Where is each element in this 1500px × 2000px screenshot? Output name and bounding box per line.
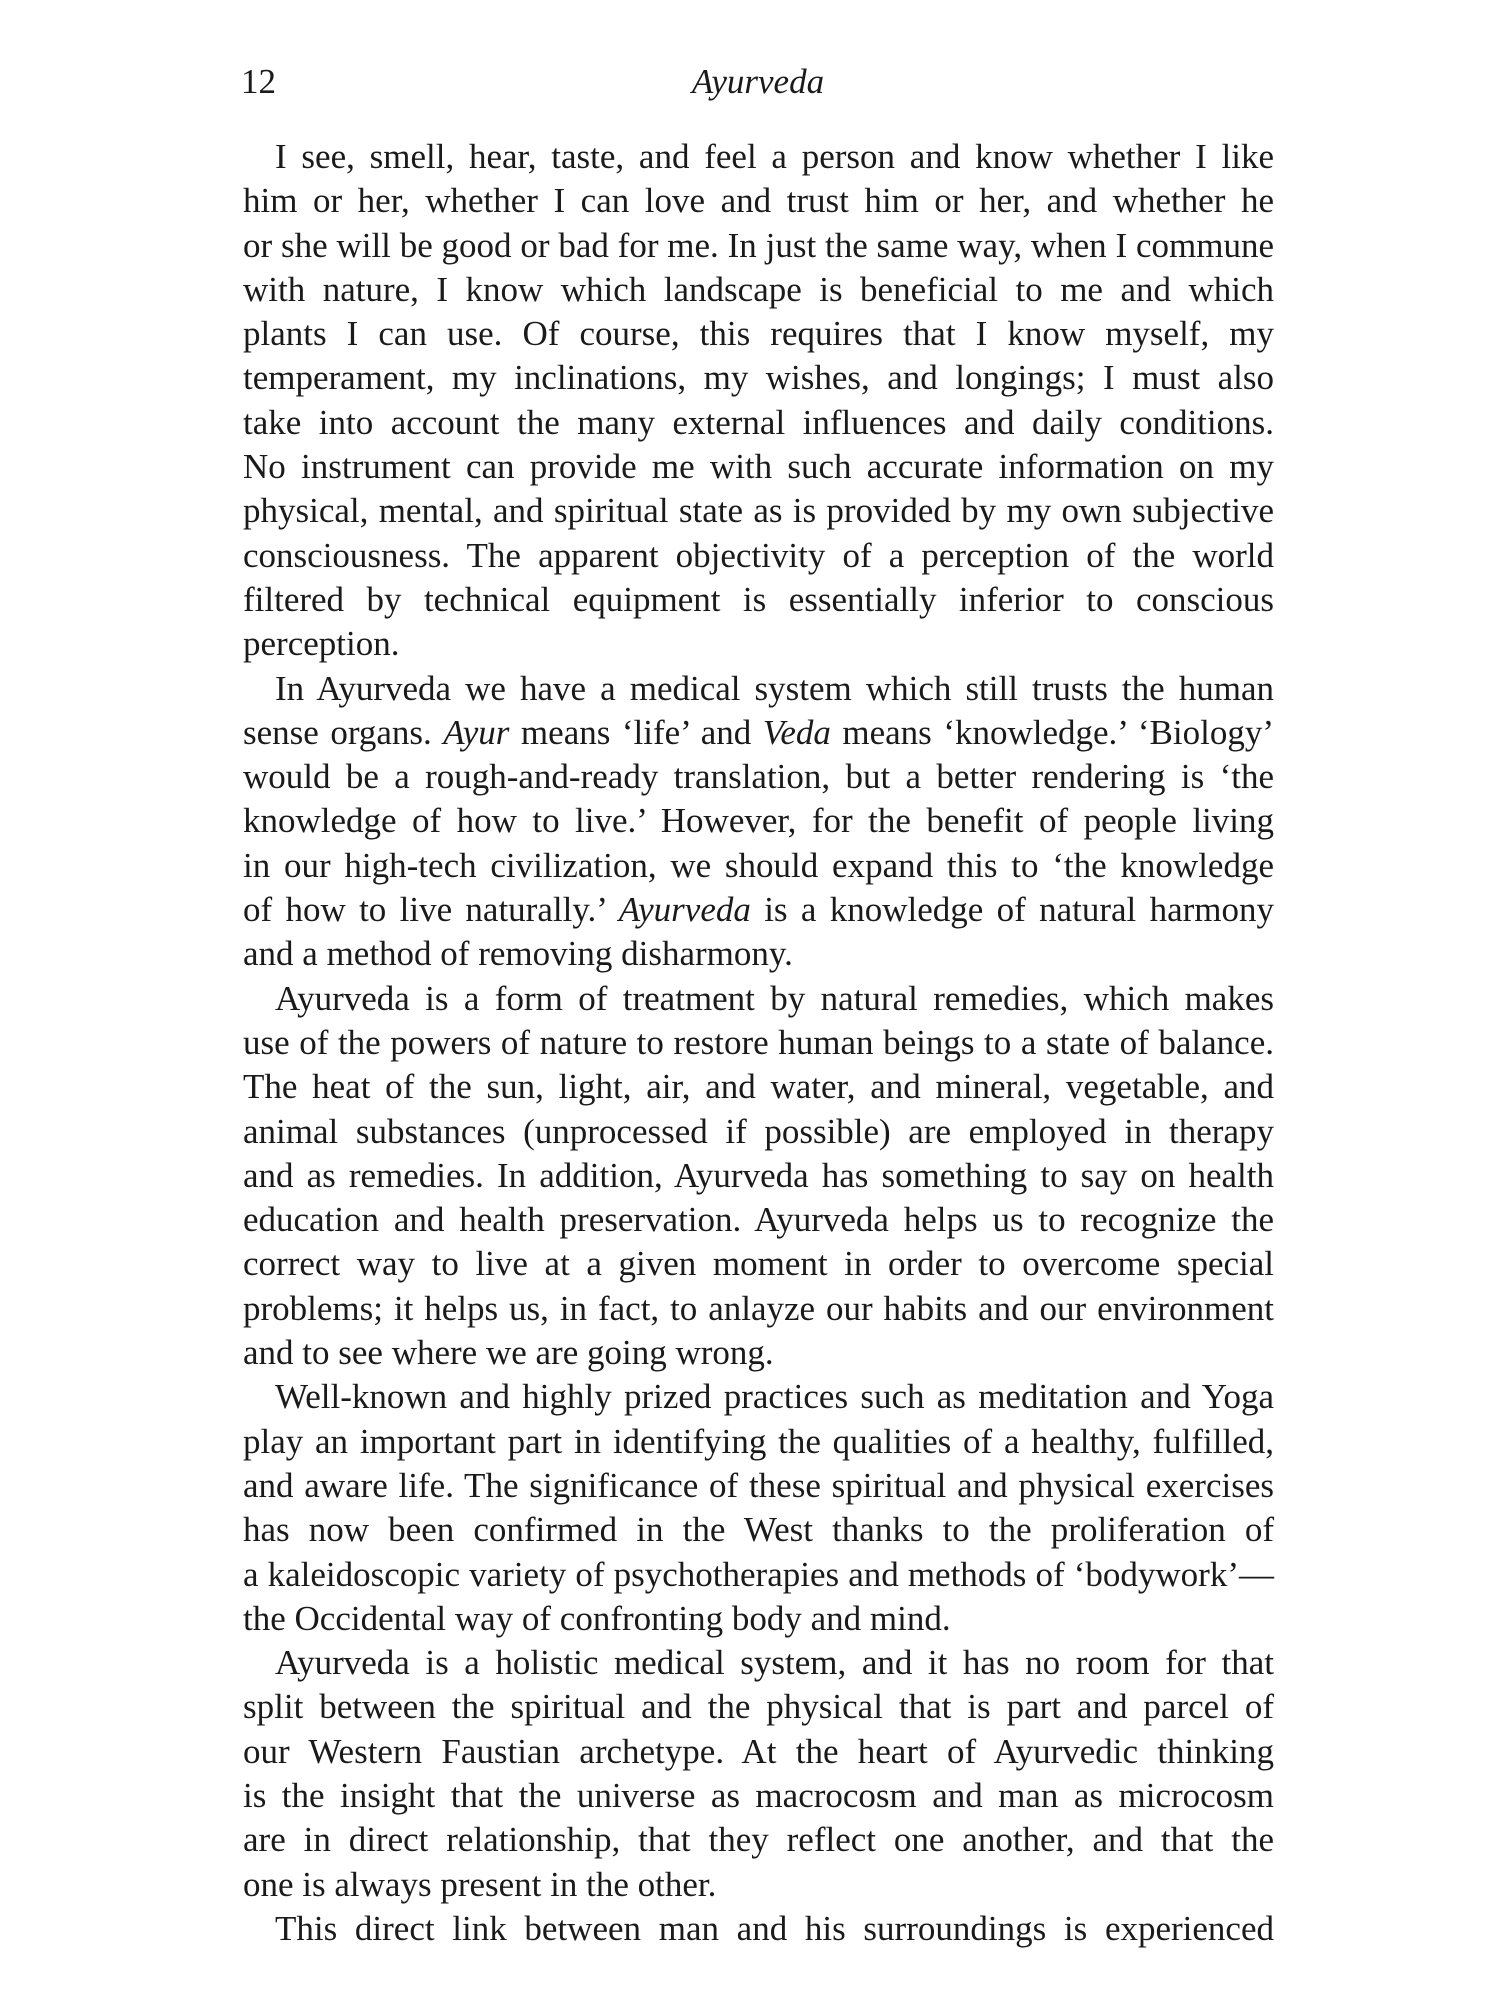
text-segment: Well-known and highly prized practices such as meditation and Yoga bbox=[275, 1377, 1274, 1417]
text-line bbox=[243, 489, 1274, 533]
running-title: Ayurveda bbox=[691, 62, 825, 101]
text-line bbox=[243, 932, 1274, 976]
text-segment: and aware life. The significance of these spiritual and physical exercises bbox=[243, 1465, 1274, 1505]
italic-text: Veda bbox=[762, 712, 831, 752]
text-segment: are in direct relationship, that they reflect one another, and that the bbox=[243, 1820, 1274, 1860]
text-line bbox=[243, 1597, 1274, 1641]
text-line bbox=[243, 1641, 1274, 1685]
text-line bbox=[243, 1863, 1274, 1907]
text-line bbox=[243, 224, 1274, 268]
text-segment: means ‘knowledge.’ ‘Biology’ bbox=[830, 712, 1274, 752]
text-line bbox=[243, 1464, 1274, 1508]
text-segment: him or her, whether I can love and trust him or her, and whether he bbox=[243, 181, 1274, 221]
text-line bbox=[243, 1198, 1274, 1242]
text-line bbox=[243, 1730, 1274, 1774]
text-line bbox=[243, 445, 1274, 489]
paragraph bbox=[243, 1907, 1274, 1951]
text-segment: is a knowledge of natural harmony bbox=[750, 890, 1274, 930]
paragraph bbox=[243, 1375, 1274, 1641]
text-segment: and a method of removing disharmony. bbox=[243, 934, 793, 974]
text-segment: knowledge of how to live.’ However, for the benefit of people living bbox=[243, 801, 1274, 841]
text-segment: correct way to live at a given moment in order to overcome special bbox=[243, 1244, 1274, 1284]
paragraph bbox=[243, 977, 1274, 1376]
text-line bbox=[243, 667, 1274, 711]
text-line bbox=[243, 799, 1274, 843]
text-segment: of how to live naturally.’ bbox=[243, 890, 619, 930]
text-segment: temperament, my inclinations, my wishes, and longings; I must also bbox=[243, 358, 1274, 398]
text-segment: perception. bbox=[243, 624, 400, 664]
text-line bbox=[243, 1154, 1274, 1198]
text-segment: physical, mental, and spiritual state as is provided by my own subjective bbox=[243, 491, 1274, 531]
text-segment: Ayurveda is a form of treatment by natural remedies, which makes bbox=[275, 978, 1274, 1018]
text-segment: a kaleidoscopic variety of psychotherapies and methods of ‘bodywork’— bbox=[243, 1554, 1274, 1594]
text-line bbox=[243, 711, 1274, 755]
text-segment: use of the powers of nature to restore human beings to a state of balance. bbox=[243, 1022, 1274, 1062]
text-segment: The heat of the sun, light, air, and water, and mineral, vegetable, and bbox=[243, 1067, 1274, 1107]
text-segment: one is always present in the other. bbox=[243, 1864, 717, 1904]
text-segment: in our high-tech civilization, we should expand this to ‘the knowledge bbox=[243, 845, 1274, 885]
text-line bbox=[243, 1553, 1274, 1597]
text-segment: means ‘life’ and bbox=[509, 712, 763, 752]
text-segment: play an important part in identifying the qualities of a healthy, fulfilled, bbox=[243, 1421, 1274, 1461]
text-line bbox=[243, 534, 1274, 578]
page-number: 12 bbox=[241, 62, 276, 101]
paragraph bbox=[243, 667, 1274, 977]
text-segment: animal substances (unprocessed if possible) are employed in therapy bbox=[243, 1111, 1274, 1151]
text-line bbox=[243, 1907, 1274, 1951]
text-segment: Ayurveda is a holistic medical system, and it has no room for that bbox=[275, 1643, 1274, 1683]
italic-text: Ayurveda bbox=[618, 890, 751, 930]
text-line bbox=[243, 622, 1274, 666]
text-line bbox=[243, 844, 1274, 888]
text-segment: is the insight that the universe as macrocosm and man as microcosm bbox=[243, 1775, 1274, 1815]
text-segment: In Ayurveda we have a medical system which still trusts the human bbox=[275, 668, 1274, 708]
text-line bbox=[243, 1021, 1274, 1065]
text-segment: has now been confirmed in the West thanks to the proliferation of bbox=[243, 1510, 1274, 1550]
text-segment: take into account the many external influences and daily conditions. bbox=[243, 402, 1274, 442]
text-segment: sense organs. bbox=[243, 712, 444, 752]
text-line bbox=[243, 401, 1274, 445]
text-segment: would be a rough-and-ready translation, but a better rendering is ‘the bbox=[243, 757, 1274, 797]
text-segment: problems; it helps us, in fact, to anlayze our habits and our environment bbox=[243, 1288, 1274, 1328]
text-line bbox=[243, 1110, 1274, 1154]
text-line bbox=[243, 1420, 1274, 1464]
text-segment: education and health preservation. Ayurveda helps us to recognize the bbox=[243, 1200, 1274, 1240]
text-line bbox=[243, 1242, 1274, 1286]
text-segment: and to see where we are going wrong. bbox=[243, 1333, 774, 1373]
text-line bbox=[243, 1375, 1274, 1419]
text-segment: consciousness. The apparent objectivity of a perception of the world bbox=[243, 535, 1274, 575]
text-line bbox=[243, 1685, 1274, 1729]
text-line bbox=[243, 578, 1274, 622]
text-segment: and as remedies. In addition, Ayurveda has something to say on health bbox=[243, 1155, 1274, 1195]
text-line bbox=[243, 755, 1274, 799]
text-segment: or she will be good or bad for me. In just the same way, when I commune bbox=[243, 225, 1274, 265]
italic-text: Ayur bbox=[443, 712, 510, 752]
text-line bbox=[243, 1287, 1274, 1331]
paragraph bbox=[243, 1641, 1274, 1907]
paragraph bbox=[243, 135, 1274, 667]
page-body bbox=[243, 135, 1274, 1951]
text-line bbox=[243, 312, 1274, 356]
text-segment: our Western Faustian archetype. At the heart of Ayurvedic thinking bbox=[243, 1731, 1274, 1771]
text-line bbox=[243, 1065, 1274, 1109]
text-line bbox=[243, 1818, 1274, 1862]
text-segment: plants I can use. Of course, this requires that I know myself, my bbox=[243, 314, 1274, 354]
text-line bbox=[243, 268, 1274, 312]
text-line bbox=[243, 977, 1274, 1021]
text-line bbox=[243, 888, 1274, 932]
text-line bbox=[243, 1774, 1274, 1818]
text-segment: No instrument can provide me with such accurate information on my bbox=[243, 447, 1274, 487]
text-segment: filtered by technical equipment is essentially inferior to conscious bbox=[243, 579, 1274, 619]
text-line bbox=[243, 1508, 1274, 1552]
text-line bbox=[243, 135, 1274, 179]
text-line bbox=[243, 356, 1274, 400]
text-segment: I see, smell, hear, taste, and feel a person and know whether I like bbox=[275, 137, 1274, 176]
text-line bbox=[243, 179, 1274, 223]
text-segment: split between the spiritual and the physical that is part and parcel of bbox=[243, 1687, 1274, 1727]
text-line bbox=[243, 1331, 1274, 1375]
text-segment: the Occidental way of confronting body and mind. bbox=[243, 1598, 951, 1638]
text-segment: with nature, I know which landscape is beneficial to me and which bbox=[243, 269, 1274, 309]
text-segment: This direct link between man and his surroundings is experienced bbox=[275, 1908, 1274, 1948]
